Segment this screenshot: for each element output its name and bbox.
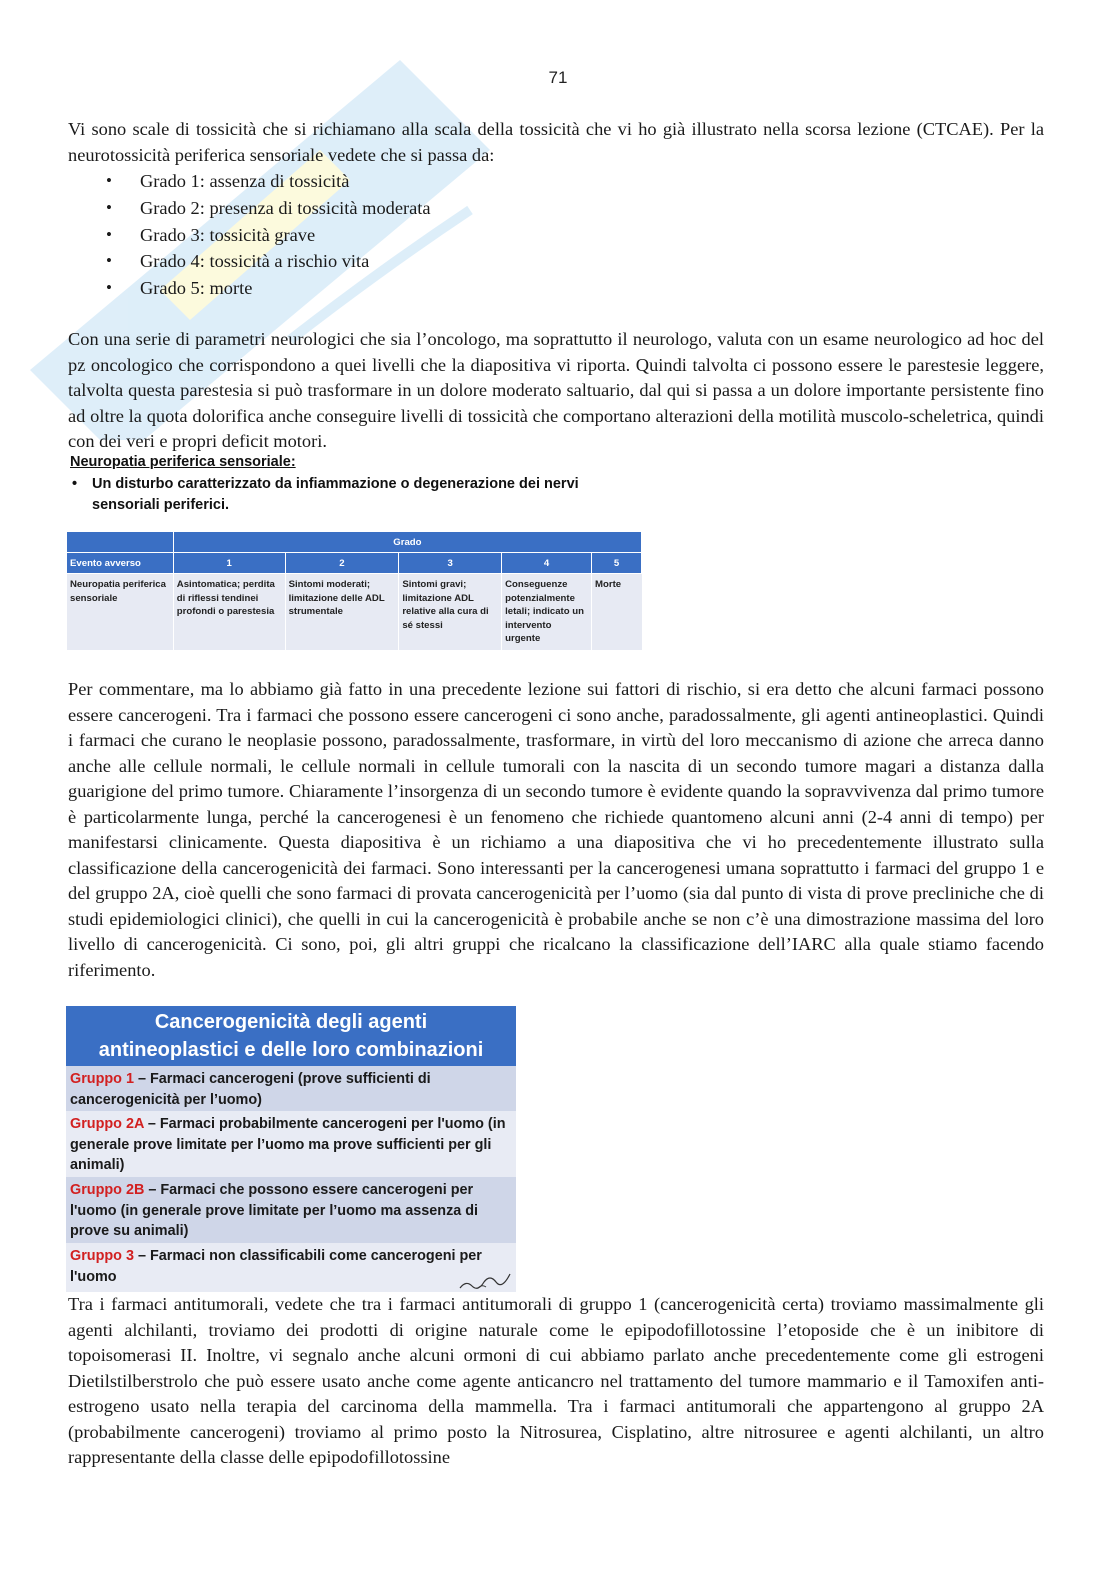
paragraph-text: Con una serie di parametri neurologici che sia l’oncologo, ma soprattutto il neurologo, valuta con un esame neurologico ad hoc del pz oncologico che corrispondono a quei livelli che la diapositiva vi riporta. Quindi talvolta ci possono essere le parestesie leggere, talvolta questa parestesia si può trasformare in un dolore moderato saltuario, dal qui si passa a un dolore importante persistente fino ad oltre la quota dolorifica anche conseguire livelli di tossicità che comportano alterazioni della motilità muscolo-scheletrica, quindi con dei veri e propri deficit motori. <box>68 329 1044 451</box>
group-row <box>66 1111 516 1177</box>
bullet-icon: • <box>72 476 78 492</box>
group-row <box>66 1243 516 1292</box>
carcinogenesis-paragraph <box>68 677 1044 983</box>
list-item: • Grado 2: presenza di tossicità moderata <box>100 195 431 222</box>
grade-cell: Conseguenze potenzialmente letali; indicato un intervento urgente <box>502 574 592 650</box>
table-row <box>67 574 642 650</box>
grade-cell: Asintomatica; perdita di riflessi tendinei profondi o parestesia <box>173 574 285 650</box>
group-description: – Farmaci cancerogeni (prove sufficienti di cancerogenicità per l’uomo) <box>70 1071 431 1108</box>
neuropathy-slide <box>66 452 646 650</box>
group-label: Gruppo 2B <box>70 1182 145 1198</box>
table-header-empty <box>67 532 174 553</box>
slide-bullet <box>70 474 630 516</box>
list-item: • Grado 5: morte <box>100 275 431 302</box>
group-description: – Farmaci probabilmente cancerogeni per l'uomo (in generale prove limitate per l’uomo ma prove sufficienti per gli animali) <box>70 1116 506 1174</box>
grade-cell: Sintomi moderati; limitazione delle ADL strumentale <box>285 574 399 650</box>
grade-number: 4 <box>502 553 592 574</box>
list-item: • Grado 4: tossicità a rischio vita <box>100 248 431 275</box>
slide-title-line: antineoplastici e delle loro combinazioni <box>98 1039 484 1061</box>
group-label: Gruppo 1 <box>70 1071 134 1087</box>
ctcae-table <box>66 531 642 650</box>
toxicity-grade-list <box>100 168 431 302</box>
neurology-paragraph <box>68 327 1044 455</box>
slide-title: Neuropatia periferica sensoriale: <box>70 454 296 470</box>
grade-cell: Morte <box>592 574 642 650</box>
group-label: Gruppo 3 <box>70 1248 134 1264</box>
event-header: Evento avverso <box>67 553 174 574</box>
slide-title-line: Cancerogenicità degli agenti <box>154 1011 428 1033</box>
group-row <box>66 1177 516 1243</box>
event-cell: Neuropatia periferica sensoriale <box>67 574 174 650</box>
grade-header: Grado <box>173 532 641 553</box>
antitumor-paragraph <box>68 1292 1044 1471</box>
intro-paragraph <box>68 117 1044 168</box>
grade-number: 5 <box>592 553 642 574</box>
grade-number: 3 <box>399 553 502 574</box>
list-item: • Grado 1: assenza di tossicità <box>100 168 431 195</box>
group-description: – Farmaci che possono essere cancerogeni per l'uomo (in generale prove limitate per l’uomo ma assenza di prove su animali) <box>70 1182 479 1240</box>
paragraph-text: Tra i farmaci antitumorali, vedete che tra i farmaci antitumorali di gruppo 1 (cancerogenicità certa) troviamo massimalmente gli agenti alchilanti, troviamo dei prodotti di origine naturale come le epipodofillotossine l’etoposide che è un inibitore di topoisomerasi II. Inoltre, vi segnalo anche alcuni ormoni di cui abbiamo parlato anche precedentemente come gli estrogeni Dietilstilberstrolo che può essere usato anche come agente anticancro nel trattamento del tumore mammario e il Tamoxifen anti-estrogeno usato nella terapia del carcinoma della mammella. Tra i farmaci antitumorali che appartengono al gruppo 2A (probabilmente cancerogeni) troviamo al primo posto la Nitrosurea, Cisplatino, altre nitrosuree e agenti alchilanti, un altro rappresentante della classe delle epipodofillotossine <box>68 1294 1044 1467</box>
grade-cell: Sintomi gravi; limitazione ADL relative alla cura di sé stessi <box>399 574 502 650</box>
paragraph-text: Per commentare, ma lo abbiamo già fatto in una precedente lezione sui fattori di rischio, si era detto che alcuni farmaci possono essere cancerogeni. Tra i farmaci che possono essere cancerogeni ci sono anche, paradossalmente, gli agenti antineoplastici. Quindi i farmaci che curano le neoplasie possono, paradossalmente, trasformare, in virtù del loro meccanismo di azione che arreca danno anche alle cellule normali, le cellule normali in cellule tumorali con la nascita di un secondo tumore magari a distanza dalla guarigione del primo tumore. Chiaramente l’insorgenza di un secondo tumore è evidente quando la sopravvivenza dal primo tumore è particolarmente lunga, perché la cancerogenesi è un fenomeno che richiede quantomeno alcuni anni (2-4 anni di tempo) per manifestarsi clinicamente. Questa diapositiva è un richiamo a una diapositiva che vi ho precedentemente illustrato sulla classificazione della cancerogenicità dei farmaci. Sono interessanti per la cancerogenesi umana soprattutto i farmaci del gruppo 1 e del gruppo 2A, cioè quelli che sono farmaci di provata cancerogenicità per l’uomo (sia dal punto di vista di prove precliniche che di studi epidemiologici clinici), che quelli in cui la cancerogenicità è probabile anche se non c’è una dimostrazione massima del loro livello di cancerogenicità. Ci sono, poi, gli altri gruppi che ricalcano la classificazione dell’IARC alla quale stiamo facendo riferimento. <box>68 679 1044 980</box>
group-row <box>66 1066 516 1111</box>
carcinogenicity-slide <box>66 1006 516 1292</box>
slide-title <box>66 1006 516 1066</box>
grade-number: 2 <box>285 553 399 574</box>
group-description: – Farmaci non classificabili come cancerogeni per l'uomo <box>70 1248 482 1285</box>
group-label: Gruppo 2A <box>70 1116 144 1132</box>
grade-number: 1 <box>173 553 285 574</box>
page-number: 71 <box>548 68 568 87</box>
intro-text: Vi sono scale di tossicità che si richiamano alla scala della tossicità che vi ho già illustrato nella scorsa lezione (CTCAE). Per la neurotossicità periferica sensoriale vedete che si passa da: <box>68 119 1044 165</box>
list-item: • Grado 3: tossicità grave <box>100 222 431 249</box>
signature-mark <box>458 1268 514 1292</box>
slide-bullet-text: Un disturbo caratterizzato da infiammazione o degenerazione dei nervi sensoriali periferici. <box>92 476 579 513</box>
